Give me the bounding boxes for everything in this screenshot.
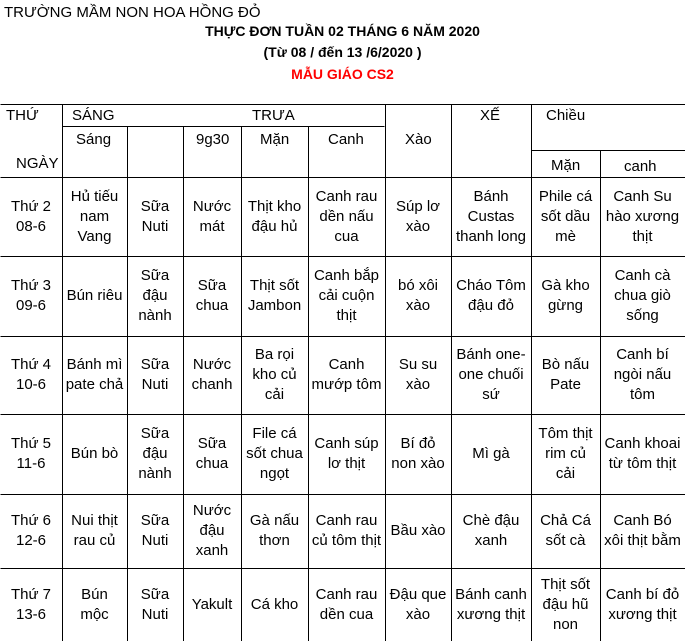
menu-cell-chieu-canh: Canh Su hào xương thịt — [605, 187, 680, 245]
header-thu: THỨ — [6, 107, 39, 124]
menu-cell-trua-man: File cá sốt chua ngọt — [246, 425, 303, 482]
menu-cell-trua-man: Gà nấu thơn — [249, 512, 300, 549]
day-cell — [0, 177, 62, 256]
date-range: (Từ 08 / đến 13 /6/2020 ) — [263, 44, 422, 60]
menu-cell-trua-man: Thịt sốt Jambon — [247, 277, 302, 314]
class-group: MẪU GIÁO CS2 — [291, 66, 394, 82]
menu-cell-sang: Nui thịt rau củ — [71, 512, 118, 549]
menu-cell-9g30: Nước chanh — [191, 356, 233, 393]
day-name: Thứ 2 — [10, 197, 52, 215]
header-sang-sub: Sáng — [76, 131, 112, 148]
header-chieu: Chiều — [546, 107, 586, 124]
header-ngay: NGÀY — [16, 155, 59, 172]
header-sang: SÁNG — [72, 107, 115, 124]
header-xao: Xào — [405, 131, 432, 148]
menu-cell-sang-sua: Sữa đậu nành — [138, 425, 172, 482]
menu-cell-sang: Bánh mì pate chả — [65, 356, 124, 393]
header-chieu-canh: canh — [624, 158, 657, 175]
menu-cell-trua-canh: Canh rau dền nấu cua — [315, 187, 378, 245]
day-date: 09-6 — [15, 297, 47, 314]
menu-cell-xe: Bánh canh xương thịt — [455, 585, 527, 623]
menu-cell-9g30: Yakult — [191, 595, 233, 613]
menu-cell-xao: Bí đỏ non xào — [391, 435, 445, 472]
day-date: 08-6 — [15, 217, 47, 235]
menu-cell-9g30: Sữa chua — [195, 435, 229, 472]
menu-cell-xe: Bánh one-one chuối sứ — [456, 346, 526, 403]
menu-cell-xao: bó xôi xào — [397, 277, 439, 314]
menu-cell-trua-man: Thịt kho đậu hủ — [247, 197, 302, 235]
day-cell — [0, 256, 62, 336]
header-canh: Canh — [328, 131, 364, 148]
menu-cell-chieu-canh: Canh bí đỏ xương thịt — [605, 585, 680, 623]
menu-cell-sang-sua: Sữa Nuti — [140, 197, 170, 235]
menu-cell-sang-sua: Sữa đậu nành — [138, 267, 172, 324]
menu-title: THỰC ĐƠN TUẦN 02 THÁNG 6 NĂM 2020 — [205, 23, 480, 39]
menu-cell-chieu-man: Tôm thịt rim củ cải — [538, 425, 593, 482]
header-trua: TRƯA — [252, 107, 295, 124]
menu-cell-chieu-man: Phile cá sốt dầu mè — [538, 187, 593, 245]
day-date: 12-6 — [15, 532, 47, 549]
day-cell — [0, 414, 62, 494]
menu-cell-9g30: Sữa chua — [195, 277, 229, 314]
menu-cell-xe: Bánh Custas thanh long — [455, 187, 527, 245]
day-cell — [0, 336, 62, 414]
menu-cell-trua-canh: Canh bắp cải cuộn thịt — [313, 267, 380, 324]
menu-cell-9g30: Nước đậu xanh — [192, 502, 232, 559]
menu-cell-trua-canh: Canh súp lơ thịt — [314, 435, 379, 472]
day-date: 11-6 — [16, 455, 46, 472]
menu-cell-sang: Bún mộc — [80, 585, 109, 623]
menu-cell-chieu-man: Chả Cá sốt cà — [540, 512, 591, 549]
menu-cell-trua-man: Cá kho — [250, 595, 299, 613]
menu-cell-xao: Bầu xào — [390, 522, 446, 539]
header-9g30: 9g30 — [196, 131, 230, 148]
menu-cell-xe: Cháo Tôm đậu đỏ — [456, 277, 526, 314]
day-date: 13-6 — [15, 605, 47, 623]
header-xe: XẾ — [480, 107, 501, 124]
day-name: Thứ 5 — [10, 435, 52, 452]
menu-cell-trua-canh: Canh rau củ tôm thịt — [311, 512, 382, 549]
menu-cell-xe: Mì gà — [472, 445, 510, 462]
menu-cell-sang-sua: Sữa Nuti — [140, 585, 170, 623]
day-name: Thứ 6 — [10, 512, 52, 529]
day-cell — [0, 568, 62, 641]
menu-cell-chieu-man: Bò nấu Pate — [541, 356, 590, 393]
menu-cell-sang: Bún bò — [70, 445, 119, 462]
menu-cell-chieu-canh: Canh khoai từ tôm thịt — [604, 435, 681, 472]
menu-cell-xe: Chè đậu xanh — [462, 512, 520, 549]
menu-cell-trua-canh: Canh mướp tôm — [311, 356, 382, 393]
day-name: Thứ 7 — [10, 585, 52, 603]
menu-cell-chieu-man: Thịt sốt đậu hũ non — [540, 575, 591, 633]
menu-cell-9g30: Nước mát — [192, 197, 232, 235]
menu-cell-chieu-canh: Canh cà chua giò sống — [614, 267, 671, 324]
school-name: TRƯỜNG MẦM NON HOA HỒNG ĐỎ — [4, 4, 261, 21]
menu-cell-sang: Hủ tiếu nam Vang — [70, 187, 119, 245]
header-man: Mặn — [260, 131, 290, 148]
menu-cell-trua-canh: Canh rau dền cua — [315, 585, 378, 623]
day-date: 10-6 — [15, 376, 47, 393]
menu-cell-xao: Súp lơ xào — [395, 197, 441, 235]
header-chieu-man: Mặn — [551, 157, 581, 174]
menu-cell-sang-sua: Sữa Nuti — [140, 356, 170, 393]
day-name: Thứ 3 — [10, 277, 52, 294]
menu-cell-sang: Bún riêu — [66, 287, 123, 304]
menu-cell-sang-sua: Sữa Nuti — [140, 512, 170, 549]
day-cell — [0, 494, 62, 568]
menu-cell-chieu-man: Gà kho gừng — [541, 277, 590, 314]
menu-cell-chieu-canh: Canh Bó xôi thịt bằm — [604, 512, 681, 549]
menu-cell-xao: Đậu que xào — [389, 585, 447, 623]
menu-cell-trua-man: Ba rọi kho củ cải — [252, 346, 297, 403]
menu-cell-xao: Su su xào — [398, 356, 438, 393]
menu-cell-chieu-canh: Canh bí ngòi nấu tôm — [613, 346, 672, 403]
day-name: Thứ 4 — [10, 356, 52, 373]
